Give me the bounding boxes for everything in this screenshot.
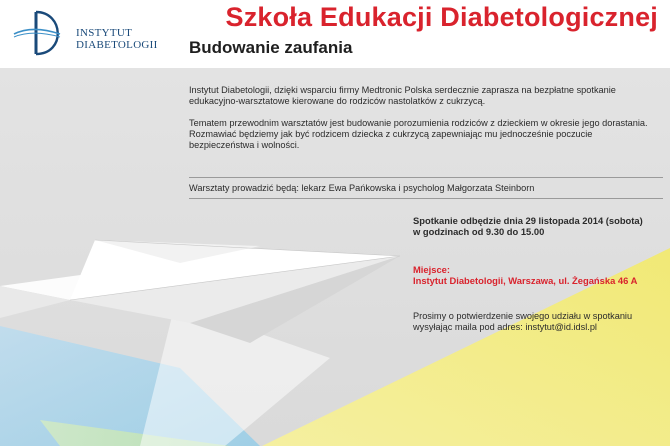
event-date: Spotkanie odbędzie dnia 29 listopada 2014 (sobota) [413,215,643,226]
page-subtitle: Budowanie zaufania [189,38,353,57]
logo [6,10,176,60]
logo-d-icon [6,10,70,56]
intro-paragraph: Instytut Diabetologii, dzięki wsparciu firmy Medtronic Polska serdecznie zaprasza na bezpłatne spotkanie edukacyjno-warsztatowe kierowane do rodziców nastolatków z cukrzycą. [189,85,616,106]
logo-text [76,27,158,51]
event-details [413,215,663,237]
confirm-note: Prosimy o potwierdzenie swojego udziału w spotkaniu wysyłając maila pod adres: instytut@id.idsl.pl [413,311,633,332]
event-hours: w godzinach od 9.30 do 15.00 [413,226,545,237]
place-address: Instytut Diabetologii, Warszawa, ul. Żegańska 46 A [413,275,638,286]
logo-line2: DIABETOLOGII [76,39,158,51]
content-panel [0,68,670,446]
divider [189,177,663,178]
header [0,0,670,68]
page-title: Szkoła Edukacji Diabetologicznej [225,2,658,32]
divider [189,198,663,199]
topic-paragraph: Tematem przewodnim warsztatów jest budowanie porozumienia rodziców z dzieckiem w okresie jego dorastania. Rozmawiać będziemy jak być rodzicem dziecka z cukrzycą zapewniając mu jednocześnie poczucie bezpieczeństwa i wolności. [189,118,648,150]
hosts-line: Warsztaty prowadzić będą: lekarz Ewa Pańkowska i psycholog Małgorzata Steinborn [189,183,535,193]
logo-line1: INSTYTUT [76,27,133,39]
place-label: Miejsce: [413,264,450,275]
